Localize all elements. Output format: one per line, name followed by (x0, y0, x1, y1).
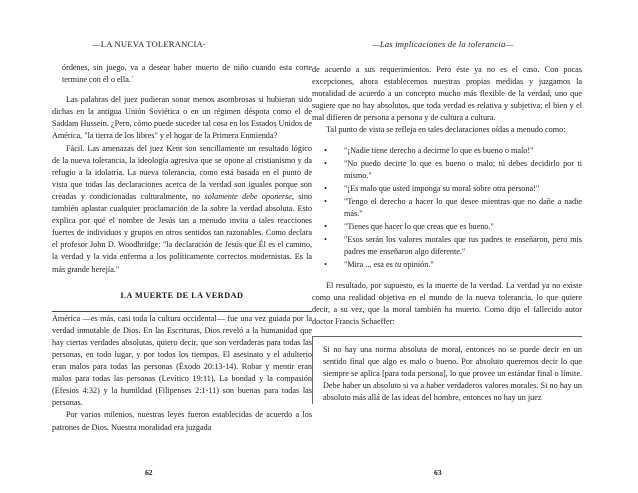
list-item (312, 259, 582, 271)
right-page (312, 0, 582, 493)
indented-quote: órdenes, sin juego, va a desear haber muerto de niño cuando esta corte termine con él o ella.´ (62, 63, 312, 85)
left-page-content (52, 62, 312, 434)
body-paragraph: El resultado, por supuesto, es la muerte de la verdad. La verdad ya no existe como una realidad objetiva en el mundo de la nueva tolerancia, lo que quiere decir, a su vez, que la moral también ha muerto. Como dijo el fallecido autor doctor Francis Schaeffer: (312, 280, 582, 326)
list-item: • "Tienes que hacer lo que creas que es bueno." (312, 221, 582, 233)
quote-list (312, 145, 582, 272)
body-paragraph: América —es más, casi toda la cultura occidental— fue una vez guiada por la verdad inmutable de Dios. En las Escrituras, Dios reveló a la humanidad que hay ciertas verdades absolutas, quiero decir, que son verdaderas para todas las personas, en todo lugar, y por todos los tiempos. El asesinato y el adulterio eran malos para todas las personas (Éxodo 20:13-14). Robar y mentir eran malos para todas las personas (Levítico 19:11). La bondad y la compasión (Efesios 4:32) y la humildad (Filipenses 2:1-11) son buenas para todas las personas. (52, 313, 312, 408)
page-number: 63 (434, 467, 442, 477)
emphasized-text: tu (394, 260, 402, 270)
left-page (52, 0, 312, 493)
list-item: • "No puedo decirte lo que es bueno o malo; tú debes decidirlo por ti mismo." (312, 158, 582, 182)
list-item: • "¡Nadie tiene derecho a decirme lo que es bueno o malo!" (312, 145, 582, 157)
block-quote (312, 336, 582, 404)
left-running-head: —LA NUEVA TOLERANCIA- (92, 39, 207, 49)
list-item: • "¡Es malo que usted imponga su moral sobre otra persona!" (312, 183, 582, 195)
list-item: • "Esos serán los valores morales que tus padres te enseñaron, pero mis padres me enseñaron algo diferente." (312, 234, 582, 258)
body-paragraph: Tal punto de vista se refleja en tales declaraciones oídas a menudo como: (326, 125, 566, 135)
list-item-text: opinión." (401, 260, 434, 270)
block-quote-text: Si no hay una norma absoluta de moral, entonces no se puede decir en un sentido final que algo es malo o bueno. Por absoluto queremos decir lo que siempre se aplica [para toda persona], lo que provee un estándar final o límite. Debe haber un absoluto si va a haber verdaderos valores morales. Si no hay un absoluto más allá de las ideas del hombre, entonces no hay un juez (323, 344, 582, 403)
body-paragraph (52, 143, 312, 276)
divider (52, 311, 312, 312)
body-paragraph: de acuerdo a sus requerimientos. Pero éste ya no es el caso. Con pocas excepciones, ahora establecemos nuestras propias medidas y juzgamos la moralidad de acuerdo a un concepto mucho más flexible de la verdad, uno que sugiere que no hay absolutos, que toda verdad es relativa y subjetiva; el bien y el mal difieren de persona a persona y de cultura a cultura. (312, 65, 582, 123)
emphasized-text: solamente debe oponerse (204, 191, 292, 201)
paragraph-text: Fácil. Las amenazas del juez Kent son sencillamente un resultado lógico de la nueva tolerancia, la ideología agresiva que se opone al cristianismo y da refugio a la idolatría. La nueva tolerancia, como está basada en el punto de vista que todas las declaraciones acerca de la verdad son iguales porque son creadas y condicionadas culturalmente, no (52, 143, 312, 201)
page-number: 62 (145, 467, 153, 477)
section-heading: LA MUERTE DE LA VERDAD (120, 290, 244, 300)
paragraph-text: , sino también aplastar cualquier proclamación de la (52, 191, 313, 214)
paragraph-text: sobre la verdad absoluta. Esto explica por qué el nombre de Jesús tan a menudo invita a tales reacciones fuertes de individuos y grupos en otros sentidos tan razonables. Como declara el profesor John D. Woodbridge: "la declaración de Jesús que Él es el camino, la verdad y la vida enferma a los políticamente correctos modernistas. Es la más grande herejía." (52, 204, 313, 274)
body-paragraph: Por varios milenios, nuestras leyes fueron establecidas de acuerdo a los patrones de Dios. Nuestra moralidad era juzgada (52, 410, 312, 432)
list-item: • "Tengo el derecho a hacer lo que desee mientras que no dañe a nadie más." (312, 196, 582, 220)
list-item-text: "Mira ... esa es (344, 260, 395, 270)
right-page-content (312, 64, 582, 404)
body-paragraph: Las palabras del juez pudieran sonar menos asombrosas si hubieran sido dichas en la antigua Unión Soviética o en un régimen déspota como el de Saddam Hussein. ¿Pero, cómo puede suceder tal cosa en los Estados Unidos de América, "la tierra de los libres" y el hogar de la Primera Enmienda? (52, 95, 312, 141)
right-running-head: —Las implicaciones de la tolerancia— (372, 39, 514, 49)
